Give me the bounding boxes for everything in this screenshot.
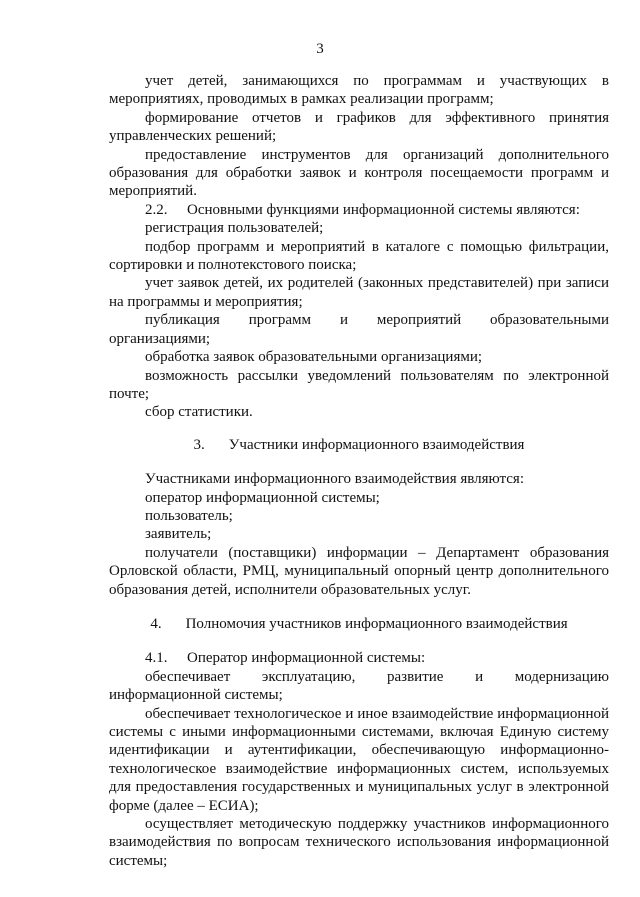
paragraph-application-accounting: учет заявок детей, их родителей (законных представителей) при записи на программы и мероприятия; <box>109 275 609 310</box>
section-3-number: 3. <box>193 436 205 453</box>
section-2-2-text: Основными функциями информационной системы являются: <box>187 201 580 218</box>
paragraph-program-publication: публикация программ и мероприятий образовательными организациями; <box>109 312 609 347</box>
section-4-title: Полномочия участников информационного взаимодействия <box>185 615 568 632</box>
section-2-2 <box>109 201 609 219</box>
section-4-1-text: Оператор информационной системы: <box>187 650 426 667</box>
section-4-number: 4. <box>150 615 162 632</box>
paragraph-reports-charts: формирование отчетов и графиков для эффективного принятия управленческих решений; <box>109 109 609 145</box>
paragraph-operator-integration: обеспечивает технологическое и иное взаимодействие информационной системы с иными информационными системами, включая Единую систему идентификации и аутентификации, обеспечивающую информационно-технологическое взаимодействие информационных систем, используемых для предоставления государственных и муниципальных услуг в электронной форме (далее – ЕСИА); <box>109 705 609 814</box>
paragraph-user-registration: регистрация пользователей; <box>145 220 324 237</box>
paragraph-tools-for-organizations: предоставление инструментов для организаций дополнительного образования для обработки заявок и контроля посещаемости программ и мероприятий. <box>109 146 609 200</box>
section-2-2-number: 2.2. <box>145 201 168 218</box>
paragraph-participant-operator: оператор информационной системы; <box>145 489 380 506</box>
paragraph-statistics: сбор статистики. <box>145 404 253 421</box>
section-4-heading-block <box>109 615 609 633</box>
section-4-heading <box>109 615 609 633</box>
paragraph-operator-support: осуществляет методическую поддержку участников информационного взаимодействия по вопросам технического использования информационной системы; <box>109 816 609 869</box>
paragraph-participants-intro: Участниками информационного взаимодействия являются: <box>145 471 524 488</box>
section-4-1-number: 4.1. <box>145 650 168 667</box>
document-body <box>109 72 609 870</box>
paragraph-catalog-search: подбор программ и мероприятий в каталоге с помощью фильтрации, сортировки и полнотекстового поиска; <box>109 238 609 274</box>
paragraph-email-notifications: возможность рассылки уведомлений пользователям по электронной почте; <box>109 367 609 402</box>
paragraph-participant-recipients: получатели (поставщики) информации – Департамент образования Орловской области, РМЦ, муниципальный опорный центр дополнительного образования детей, исполнители образовательных услуг. <box>109 544 609 598</box>
section-3-title: Участники информационного взаимодействия <box>228 436 525 453</box>
page-number: 3 <box>316 41 324 57</box>
paragraph-child-accounting: учет детей, занимающихся по программам и участвующих в мероприятиях, проводимых в рамках реализации программ; <box>109 73 609 108</box>
paragraph-application-processing: обработка заявок образовательными организациями; <box>145 349 483 366</box>
paragraph-participant-user: пользователь; <box>145 507 233 524</box>
section-3-heading <box>109 436 609 454</box>
section-3-heading-block <box>109 436 609 454</box>
paragraph-operator-maintenance: обеспечивает эксплуатацию, развитие и модернизацию информационной системы; <box>109 668 609 704</box>
paragraph-participant-applicant: заявитель; <box>145 526 212 543</box>
section-4-1 <box>109 649 609 667</box>
